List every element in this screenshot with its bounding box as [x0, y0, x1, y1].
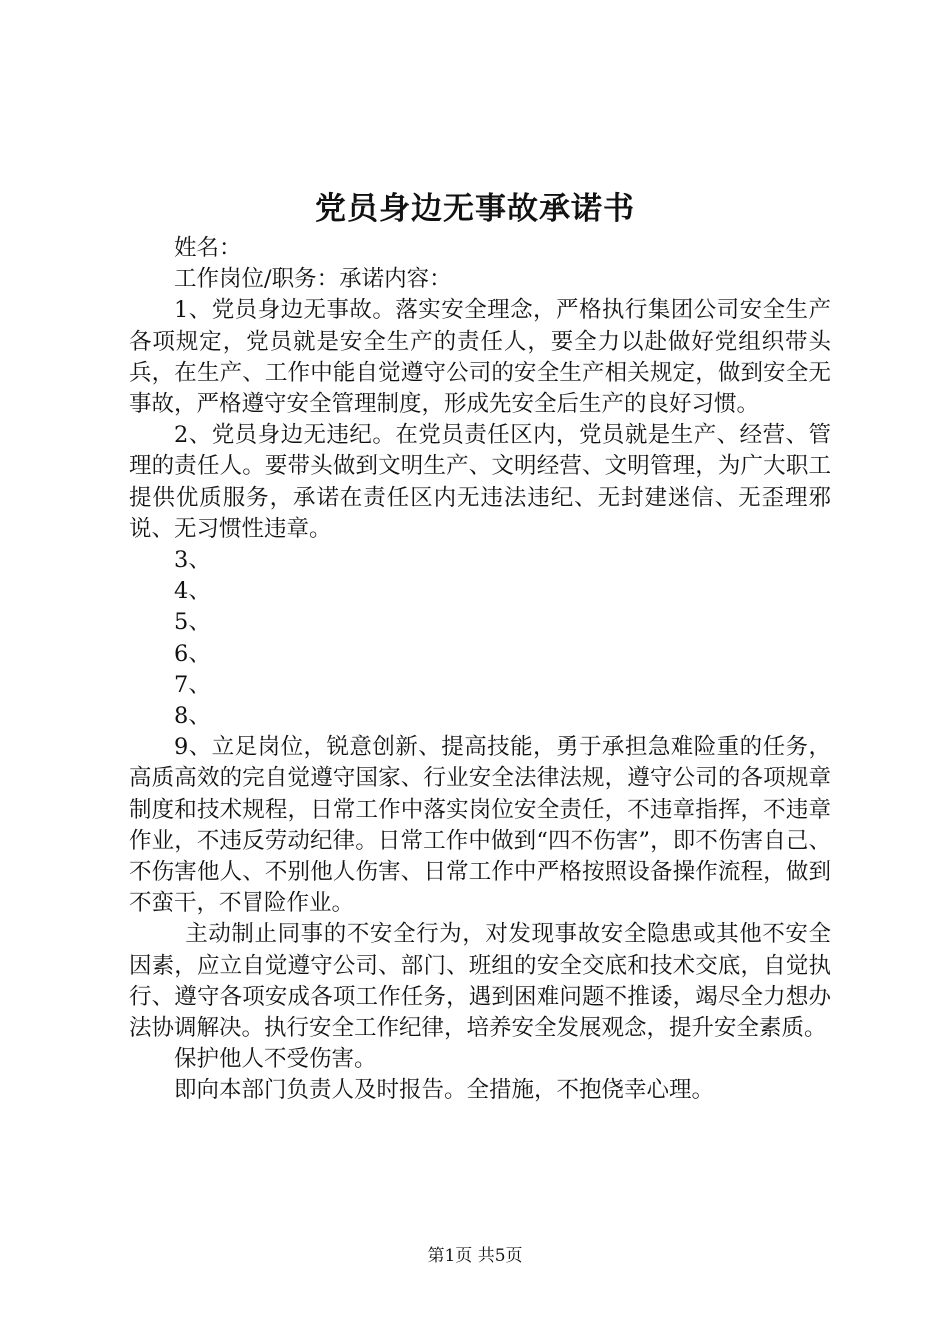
name-line: 姓名： [174, 235, 242, 261]
commitment-item-8: 8、 [174, 703, 211, 730]
position-line: 工作岗位/职务：承诺内容： [174, 266, 452, 293]
body-paragraph: 保护他人不受伤害。 [174, 1046, 377, 1073]
commitment-item-9: 9、立足岗位，锐意创新、提高技能，勇于承担急难险重的任务，高质高效的完自觉遵守国家、行业安全法律法规，遵守公司的各项规章制度和技术规程，日常工作中落实岗位安全责任，不违章指挥，不违章作业，不违反劳动纪律。日常工作中做到“四不伤害”，即不伤害自己、不伤害他人、不别他人伤害、日常工作中严格按照设备操作流程，做到不蛮干，不冒险作业。 [129, 734, 831, 917]
commitment-item-2: 2、党员身边无违纪。在党员责任区内，党员就是生产、经营、管理的责任人。要带头做到文明生产、文明经营、文明管理，为广大职工提供优质服务，承诺在责任区内无违法违纪、无封建迷信、无歪理邪说、无习惯性违章。 [129, 422, 831, 542]
commitment-item-4: 4、 [174, 578, 211, 605]
commitment-item-5: 5、 [174, 609, 211, 636]
commitment-item-6: 6、 [174, 640, 211, 667]
commitment-item-7: 7、 [174, 671, 211, 698]
commitment-item-3: 3、 [174, 547, 211, 574]
commitment-item-1: 1、党员身边无事故。落实安全理念，严格执行集团公司安全生产各项规定，党员就是安全生产的责任人，要全力以赴做好党组织带头兵，在生产、工作中能自觉遵守公司的安全生产相关规定，做到安全无事故，严格遵守安全管理制度，形成先安全后生产的良好习惯。 [129, 297, 831, 418]
body-paragraph: 即向本部门负责人及时报告。全措施，不抱侥幸心理。 [174, 1077, 715, 1104]
body-paragraph: 主动制止同事的不安全行为，对发现事故安全隐患或其他不安全因素，应立自觉遵守公司、部门、班组的安全交底和技术交底，自觉执行、遵守各项安成各项工作任务，遇到困难问题不推诿，竭尽全力想办法协调解决。执行安全工作纪律，培养安全发展观念，提升安全素质。 [129, 921, 831, 1042]
document-title: 党员身边无事故承诺书 [315, 191, 635, 227]
page-footer: 第1页 共5页 [427, 1246, 523, 1266]
document-body [129, 233, 831, 1107]
